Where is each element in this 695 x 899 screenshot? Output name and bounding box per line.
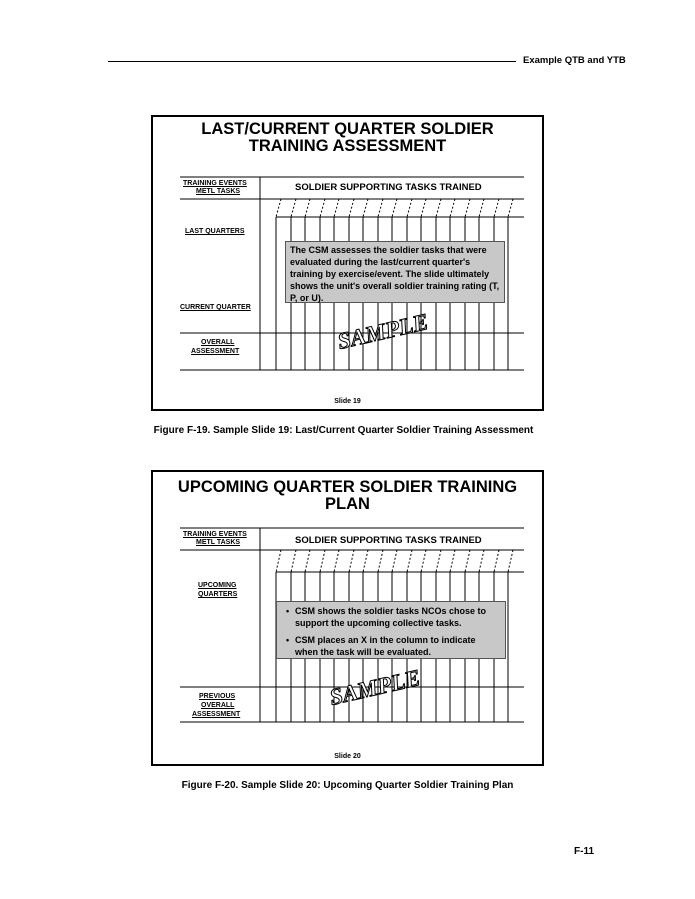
column-divider-diagonal — [305, 550, 310, 572]
column-divider-diagonal — [349, 550, 354, 572]
slide-20-title-line1: UPCOMING QUARTER SOLDIER TRAINING — [177, 478, 518, 496]
column-divider-diagonal — [450, 199, 455, 217]
column-divider-diagonal — [334, 199, 339, 217]
column-divider-diagonal — [421, 550, 426, 572]
column-divider-diagonal — [320, 550, 325, 572]
slide-20-title-line2: PLAN — [325, 495, 370, 513]
slide-20-row-overall: OVERALL — [201, 702, 235, 709]
column-divider-diagonal — [305, 199, 310, 217]
slide-20 — [151, 470, 544, 766]
slide-19-row-assessment: ASSESSMENT — [191, 348, 240, 355]
figure-f19-caption: Figure F-19. Sample Slide 19: Last/Current Quarter Soldier Training Assessment — [153, 425, 534, 436]
slide-19-callout — [285, 241, 505, 303]
column-divider-diagonal — [378, 199, 383, 217]
column-divider-diagonal — [508, 550, 513, 572]
column-divider-diagonal — [465, 550, 470, 572]
column-divider-diagonal — [320, 199, 325, 217]
column-divider-diagonal — [421, 199, 426, 217]
column-divider-diagonal — [494, 199, 499, 217]
slide-19-number: Slide 19 — [334, 398, 361, 405]
slide-20-sample-watermark: SAMPLE — [327, 664, 423, 711]
slide-19-column-header: SOLDIER SUPPORTING TASKS TRAINED — [295, 182, 482, 193]
slide-19-row-current-quarter: CURRENT QUARTER — [180, 304, 251, 311]
slide-20-callout — [276, 601, 506, 659]
column-divider-diagonal — [407, 550, 412, 572]
slide-20-metl-tasks-label: METL TASKS — [196, 539, 241, 546]
slide-20-number: Slide 20 — [334, 753, 361, 760]
column-divider-diagonal — [378, 550, 383, 572]
column-divider-diagonal — [436, 550, 441, 572]
column-divider-diagonal — [392, 199, 397, 217]
column-divider-diagonal — [407, 199, 412, 217]
page-number: F-11 — [574, 846, 595, 857]
figure-f20-caption: Figure F-20. Sample Slide 20: Upcoming Quarter Soldier Training Plan — [181, 780, 514, 791]
slide-19-row-last-quarters: LAST QUARTERS — [185, 228, 245, 235]
column-divider-diagonal — [494, 550, 499, 572]
slide-20-column-header: SOLDIER SUPPORTING TASKS TRAINED — [295, 535, 482, 546]
column-divider-diagonal — [465, 199, 470, 217]
column-divider-diagonal — [392, 550, 397, 572]
slide-19-callout-text: The CSM assesses the soldier tasks that were evaluated during the last/current quarter's training by exercise/event. The slide ultimately shows the unit's overall soldier training rating (T, P, or U). — [290, 245, 500, 303]
column-divider-diagonal — [349, 199, 354, 217]
slide-20-row-previous: PREVIOUS — [199, 693, 236, 700]
column-divider-diagonal — [291, 199, 296, 217]
column-divider-diagonal — [334, 550, 339, 572]
header-rule — [108, 61, 516, 62]
slide-20-row-upcoming: UPCOMING — [198, 582, 237, 589]
slide-19-sample-watermark: SAMPLE — [335, 308, 431, 355]
column-divider-diagonal — [276, 199, 281, 217]
slide-20-row-assessment: ASSESSMENT — [192, 711, 241, 718]
column-divider-diagonal — [479, 199, 484, 217]
column-divider-diagonal — [276, 550, 281, 572]
slide-20-bullet-list — [285, 605, 501, 658]
slide-20-training-events-label: TRAINING EVENTS — [183, 531, 247, 538]
running-header: Example QTB and YTB — [523, 55, 626, 66]
slide-19-title-line1: LAST/CURRENT QUARTER SOLDIER — [201, 120, 494, 138]
slide-19-training-events-label: TRAINING EVENTS — [183, 180, 247, 187]
column-divider-diagonal — [450, 550, 455, 572]
slide-20-bullet-2: • CSM places an X in the column to indicate when the task will be evaluated. — [295, 634, 501, 658]
slide-19-title-line2: TRAINING ASSESSMENT — [248, 137, 447, 155]
column-divider-diagonal — [291, 550, 296, 572]
slide-20-row-quarters: QUARTERS — [198, 591, 238, 598]
column-divider-diagonal — [363, 550, 368, 572]
slide-20-bullet-1: • CSM shows the soldier tasks NCOs chose to support the upcoming collective tasks. — [295, 605, 501, 629]
slide-19-row-overall: OVERALL — [201, 339, 235, 346]
column-divider-diagonal — [479, 550, 484, 572]
slide-19 — [151, 115, 544, 411]
column-divider-diagonal — [508, 199, 513, 217]
column-divider-diagonal — [363, 199, 368, 217]
slide-19-metl-tasks-label: METL TASKS — [196, 188, 241, 195]
column-divider-diagonal — [436, 199, 441, 217]
